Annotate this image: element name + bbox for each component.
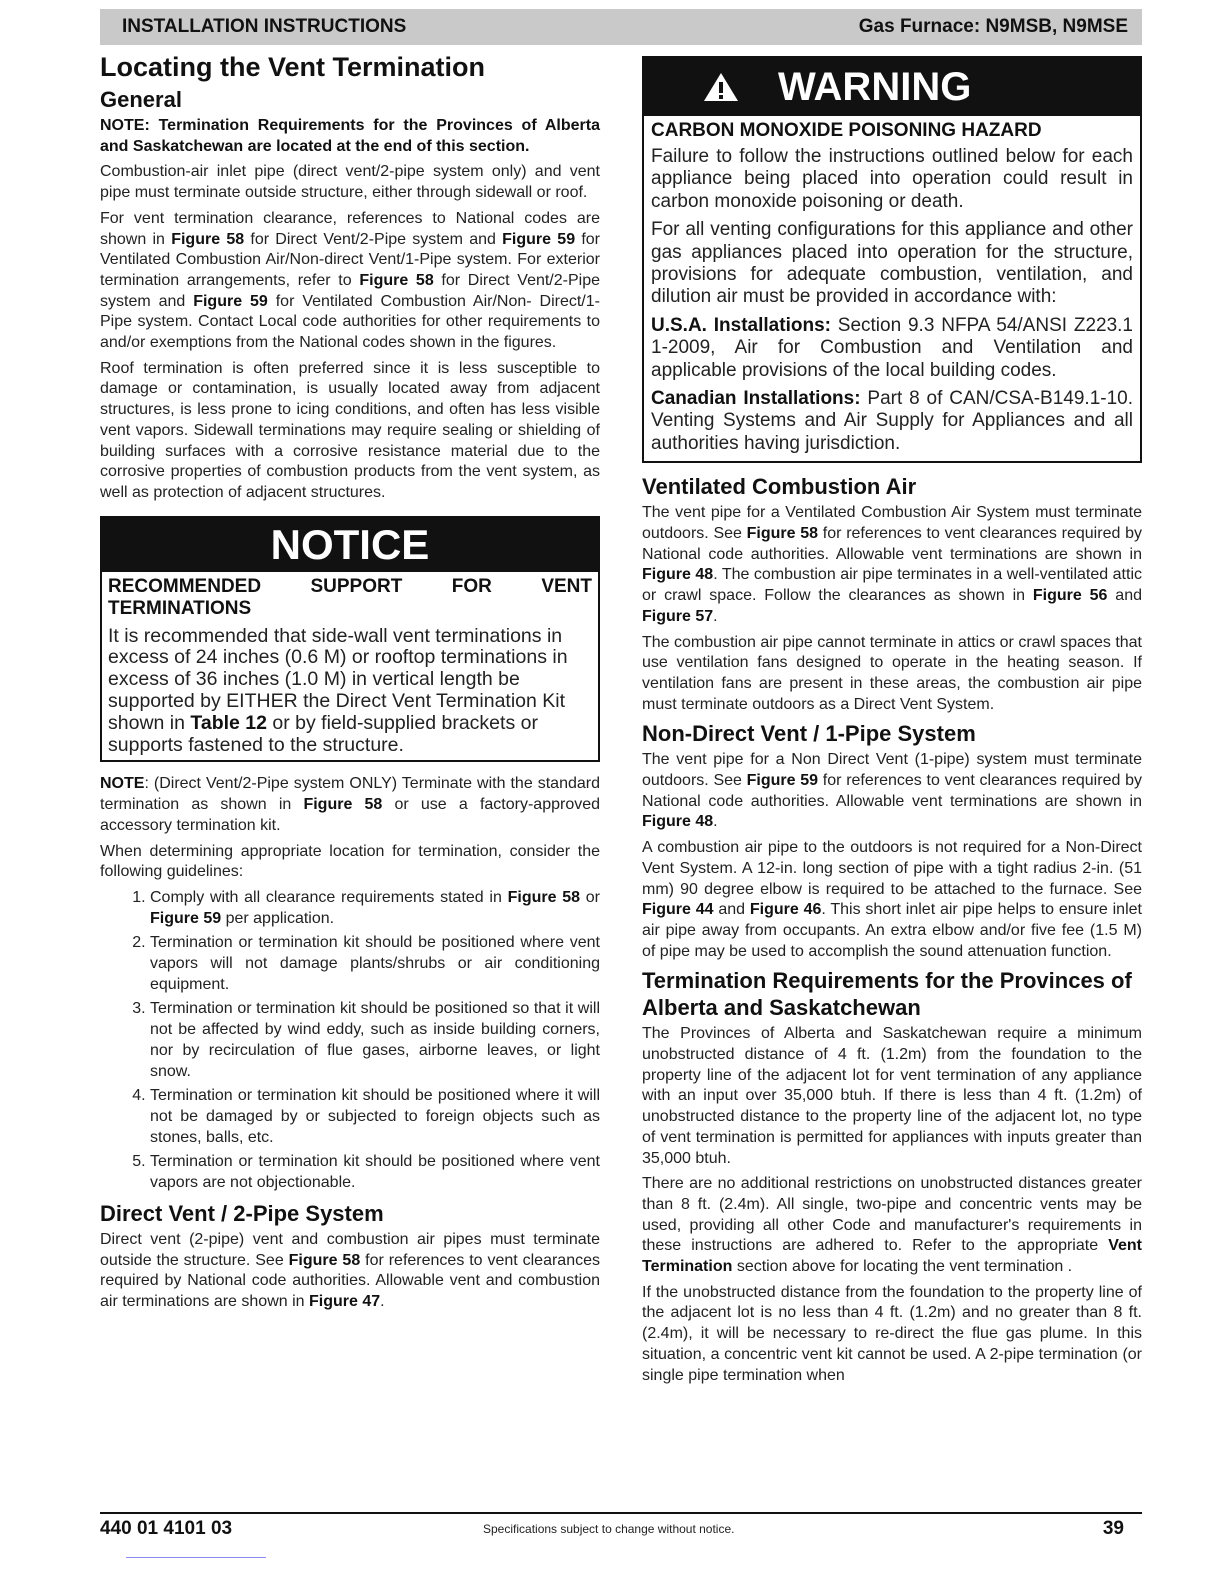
para-nd-2: A combustion air pipe to the outdoors is not required for a Non-Direct Vent System. A 12-in. long section of pipe with a tight radius 2-in. (51 mm) 90 degree elbow is required to be attached to the furnace. See Figure 44 and Figure 46. This short inlet air pipe helps to ensure inlet air pipe away from occupants. An extra elbow and/or five fee (1.5 M) of pipe may be used to accomplish the sound attenuation function. xyxy=(642,839,1142,960)
para-tr-2: There are no additional restrictions on unobstructed distances greater than 8 ft. (2.4m). All single, two-pipe and concentric vents may be used, providing all other Code and manufacturer's requirements in these instructions are adhered to. Refer to the appropriate Vent Termination section above for locating the vent termination . xyxy=(642,1175,1142,1276)
note-alberta: NOTE: Termination Requirements for the Provinces of Alberta and Saskatchewan are located at the end of this section. xyxy=(100,117,600,155)
left-column xyxy=(100,52,600,1318)
para-roof-termination: Roof termination is often preferred since it is less susceptible to damage or contamination, is usually located away from adjacent structures, is less prone to icing conditions, and often has less visible vent vapors. Sidewall terminations may require sealing or shielding of building surfaces with a corrosive resistance material due to the corrosive properties of combustion products from the vent system, as well as protection of adjacent structures. xyxy=(100,359,600,501)
general-heading: General xyxy=(100,87,182,112)
warning-para-1: Failure to follow the instructions outlined below for each appliance being placed into operation could result in carbon monoxide poisoning or death. xyxy=(651,146,1133,212)
header-right-title: Gas Furnace: N9MSB, N9MSE xyxy=(858,16,1128,37)
para-nd-1: The vent pipe for a Non Direct Vent (1-pipe) system must terminate outdoors. See Figure 59 for references to vent clearances required by National code authorities. Allowable vent terminations are shown in Figure 48. xyxy=(642,751,1142,831)
termination-requirements-heading: Termination Requirements for the Provinces of Alberta and Saskatchewan xyxy=(642,968,1132,1021)
para-combustion-inlet: Combustion-air inlet pipe (direct vent/2-pipe system only) and vent pipe must terminate outside structure, either through sidewall or roof. xyxy=(100,163,600,202)
list-item: 1. Comply with all clearance requirements stated in Figure 58 or Figure 59 per application. xyxy=(150,888,600,929)
footer-disclaimer: Specifications subject to change without notice. xyxy=(483,1522,735,1536)
page-header xyxy=(100,9,1142,45)
guidelines-list xyxy=(100,888,600,1194)
ventilated-combustion-heading: Ventilated Combustion Air xyxy=(642,474,917,500)
para-guidelines-intro: When determining appropriate location for termination, consider the following guidelines: xyxy=(100,842,600,881)
notice-box xyxy=(100,516,600,763)
warning-triangle-icon xyxy=(702,71,740,103)
list-item: 4. Termination or termination kit should be positioned where it will not be damaged by or subjected to foreign objects such as stones, balls, etc. xyxy=(150,1086,600,1148)
footer-divider xyxy=(100,1512,1142,1514)
notice-text: It is recommended that side-wall vent terminations in excess of 24 inches (0.6 M) or rooftop terminations in excess of 36 inches (1.0 M) in vertical length be supported by EITHER the Direct Vent Termination Kit shown in Table 12 or by field-supplied brackets or supports fastened to the structure. xyxy=(108,624,568,756)
warning-para-2: For all venting configurations for this appliance and other gas appliances placed into operation for the structure, provisions for adequate combustion, ventilation, and dilution air must be provided in accordance with: xyxy=(651,219,1133,308)
list-item: 5. Termination or termination kit should be positioned where vent vapors are not objectionable. xyxy=(150,1152,600,1193)
para-vca-1: The vent pipe for a Ventilated Combustion Air System must terminate outdoors. See Figure 58 for references to vent clearances required by National code authorities. Allowable vent terminations are shown in Figure 48. The combustion air pipe terminates in a well-ventilated attic or crawl space. Follow the clearances as shown in Figure 56 and Figure 57. xyxy=(642,504,1142,625)
note-direct-vent: NOTE: (Direct Vent/2-Pipe system ONLY) Terminate with the standard termination as shown in Figure 58 or use a factory-approved accessory termination kit. xyxy=(100,775,601,834)
warning-subtitle: CARBON MONOXIDE POISONING HAZARD xyxy=(651,120,1042,141)
document-number: 440 01 4101 03 xyxy=(100,1518,233,1539)
page-footer xyxy=(100,1518,1142,1540)
page-title: Locating the Vent Termination xyxy=(100,52,486,82)
para-clearance: For vent termination clearance, references to National codes are shown in Figure 58 for Direct Vent/2-Pipe system and Figure 59 for Ventilated Combustion Air/Non-direct Vent/1-Pipe system. For exterior termination arrangements, refer to Figure 58 for Direct Vent/2-Pipe system and Figure 59 for Ventilated Combustion Air/Non- Direct/1-Pipe system. Contact Local code authorities for other requirements to and/or exemptions from the National codes shown in the figures. xyxy=(100,209,601,352)
list-item: 2. Termination or termination kit should be positioned where vent vapors will not damage plants/shrubs or air conditioning equipment. xyxy=(150,933,600,995)
warning-label: WARNING xyxy=(778,65,972,109)
warning-usa: U.S.A. Installations: Section 9.3 NFPA 54/ANSI Z223.1 1-2009, Air for Combustion and Ventilation and applicable provisions of the local building codes. xyxy=(651,314,1133,381)
header-left-title: INSTALLATION INSTRUCTIONS xyxy=(122,16,407,37)
page-number: 39 xyxy=(1102,1518,1124,1539)
para-tr-1: The Provinces of Alberta and Saskatchewan require a minimum unobstructed distance of 4 ft. (1.2m) from the foundation to the property line of the adjacent lot for vent termination of any appliance with an input over 35,000 btuh. If there is less than 4 ft. (1.2m) of unobstructed distance to the property line of the adjacent lot, no type of vent termination is permitted for appliances with inputs greater than 35,000 btuh. xyxy=(642,1025,1142,1167)
notice-label: NOTICE xyxy=(102,518,598,572)
para-vca-2: The combustion air pipe cannot terminate in attics or crawl spaces that use ventilation fans designed to operate in the heating season. If ventilation fans are present in these areas, the combustion air pipe must terminate outdoors as a Direct Vent System. xyxy=(642,633,1142,713)
right-column xyxy=(642,52,1142,1391)
warning-canada: Canadian Installations: Part 8 of CAN/CSA-B149.1-10. Venting Systems and Air Supply for Appliances and all authorities having jurisdiction. xyxy=(651,388,1133,454)
notice-subtitle: RECOMMENDED SUPPORT FOR VENT TERMINATIONS xyxy=(108,575,592,619)
list-item: 3. Termination or termination kit should be positioned so that it will not be affected by wind eddy, such as inside building corners, nor by recirculation of flue gases, airborne leaves, or light snow. xyxy=(150,999,600,1082)
para-tr-3: If the unobstructed distance from the foundation to the property line of the adjacent lot is no less than 4 ft. (1.2m) and no greater than 8 ft. (2.4m), it will be necessary to re-direct the flue gas plume. In this situation, a concentric vent kit cannot be used. A 2-pipe termination (or single pipe termination when xyxy=(642,1283,1142,1384)
footer-underline xyxy=(126,1557,266,1558)
warning-banner xyxy=(644,58,1140,116)
direct-vent-heading: Direct Vent / 2-Pipe System xyxy=(100,1200,384,1226)
warning-box xyxy=(642,56,1142,463)
para-direct-vent: Direct vent (2-pipe) vent and combustion air pipes must terminate outside the structure. See Figure 58 for references to vent clearances required by National code authorities. Allowable vent and combustion air terminations are shown in Figure 47. xyxy=(100,1230,601,1310)
non-direct-vent-heading: Non-Direct Vent / 1-Pipe System xyxy=(642,721,976,747)
